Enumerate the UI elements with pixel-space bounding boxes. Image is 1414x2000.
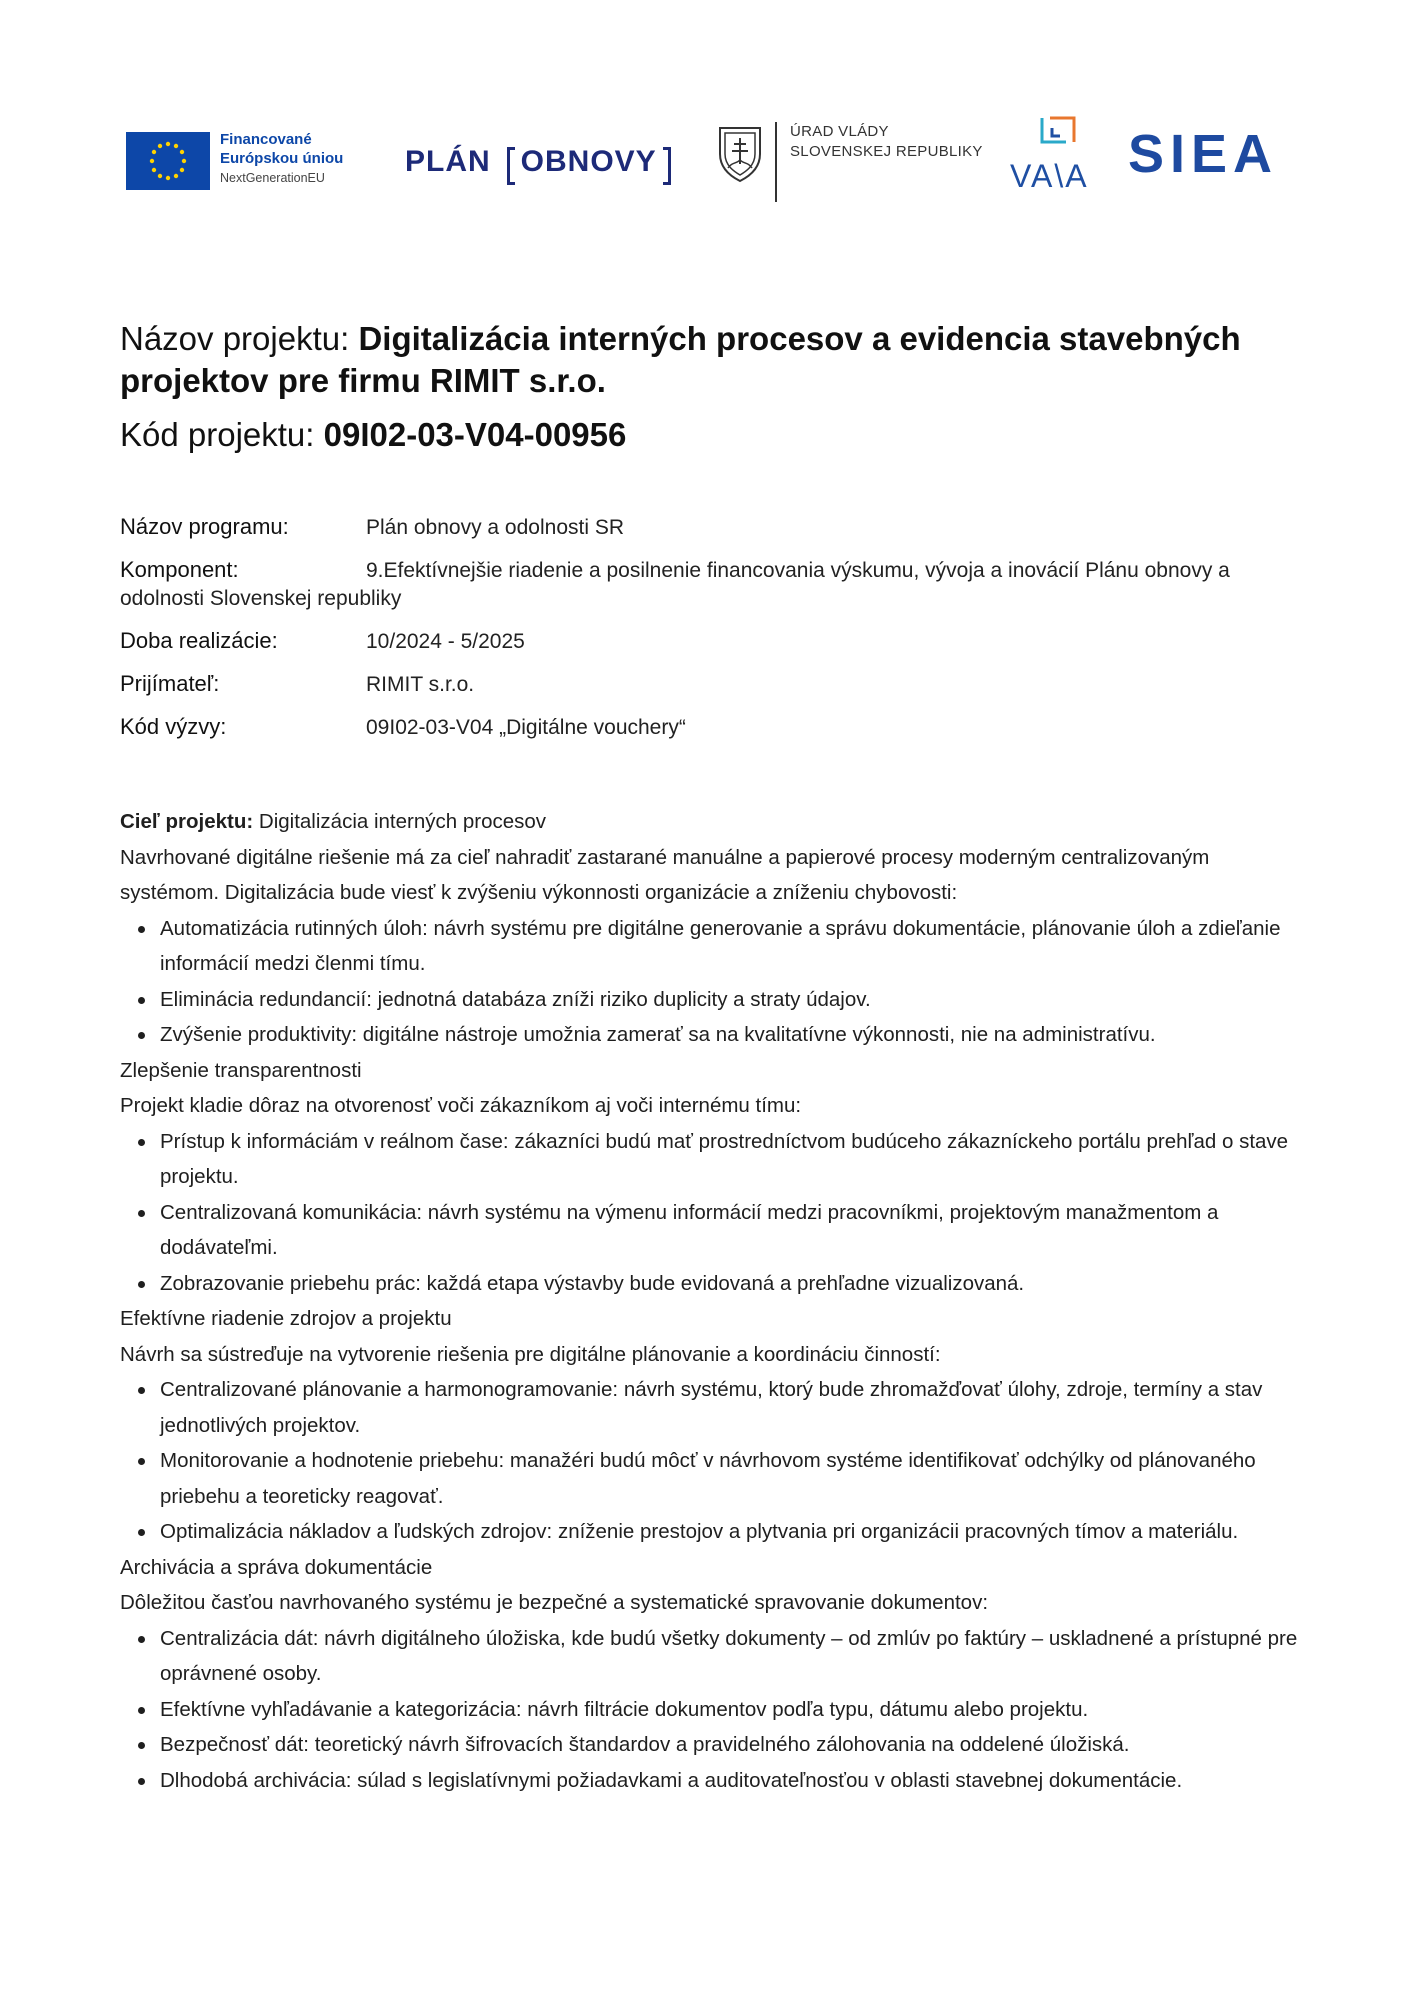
list-item: Centralizované plánovanie a harmonogramovanie: návrh systému, ktorý bude zhromažďovať úlohy, zdroje, termíny a stav jednotlivých projektov. (160, 1372, 1310, 1443)
bracket-left-icon (507, 147, 515, 185)
plan-obnovy-logo (405, 140, 671, 184)
eu-line-2: Európskou úniou (220, 150, 344, 167)
info-key: Komponent: (120, 557, 239, 582)
vaia-word: VA\A (1010, 158, 1089, 194)
info-row-program (120, 513, 1300, 542)
section-4-intro: Dôležitou časťou navrhovaného systému je bezpečné a systematické spravovanie dokumentov: (120, 1591, 989, 1614)
section-1-list (120, 911, 1310, 1053)
info-row-recipient (120, 670, 1300, 699)
list-item: Optimalizácia nákladov a ľudských zdrojov: zníženie prestojov a plytvania pri organizácii pracovných tímov a materiálu. (160, 1514, 1310, 1550)
info-value: Plán obnovy a odolnosti SR (366, 516, 624, 539)
obnovy-text: OBNOVY (520, 145, 657, 178)
info-value: 10/2024 - 5/2025 (366, 630, 525, 653)
section-3-list (120, 1372, 1310, 1550)
section-3-intro: Návrh sa sústreďuje na vytvorenie riešenia pre digitálne plánovanie a koordináciu činností: (120, 1342, 941, 1366)
goal-label: Cieľ projektu: (120, 810, 254, 833)
section-2-intro: Projekt kladie dôraz na otvorenosť voči zákazníkom aj voči internému tímu: (120, 1094, 802, 1117)
slovak-coat-of-arms-icon (716, 124, 764, 184)
siea-logo: SIEA (1128, 124, 1279, 184)
info-key: Názov programu: (120, 514, 289, 539)
project-heading (120, 318, 1300, 456)
section-4-list (120, 1621, 1310, 1799)
gov-line-1: ÚRAD VLÁDY (790, 123, 889, 140)
eu-flag-icon (126, 132, 210, 190)
section-2-title: Zlepšenie transparentnosti (120, 1058, 362, 1082)
section-1-intro: Navrhované digitálne riešenie má za cieľ nahradiť zastarané manuálne a papierové procesy moderným centralizovaným systémom. Digitalizácia bude viesť k zvýšeniu výkonnosti organizácie a zníženiu chybovosti: (120, 845, 1210, 904)
list-item: Efektívne vyhľadávanie a kategorizácia: návrh filtrácie dokumentov podľa typu, dátumu alebo projektu. (160, 1692, 1310, 1728)
list-item: Centralizovaná komunikácia: návrh systému na výmenu informácií medzi pracovníkmi, projektovým manažmentom a dodávateľmi. (160, 1195, 1310, 1266)
section-3-title: Efektívne riadenie zdrojov a projektu (120, 1307, 452, 1330)
list-item: Monitorovanie a hodnotenie priebehu: manažéri budú môcť v návrhovom systéme identifikovať odchýlky od plánovaného priebehu a teoreticky reagovať. (160, 1443, 1310, 1514)
list-item: Bezpečnosť dát: teoretický návrh šifrovacích štandardov a pravidelného zálohovania na oddelené úložiská. (160, 1727, 1310, 1763)
gov-divider (775, 122, 777, 202)
info-value: RIMIT s.r.o. (366, 673, 475, 696)
project-code-value: 09I02-03-V04-00956 (323, 416, 627, 453)
list-item: Zvýšenie produktivity: digitálne nástroje umožnia zamerať sa na kvalitatívne výkonnosti, nie na administratívu. (160, 1017, 1310, 1053)
obnovy-word (507, 145, 671, 179)
list-item: Eliminácia redundancií: jednotná databáza zníži riziko duplicity a straty údajov. (160, 982, 1310, 1018)
project-name (120, 318, 1300, 402)
project-code-label: Kód projektu: (120, 416, 324, 453)
info-row-call-code (120, 713, 1300, 742)
section-4-title: Archivácia a správa dokumentácie (120, 1555, 433, 1579)
section-2-list (120, 1124, 1310, 1302)
list-item: Prístup k informáciám v reálnom čase: zákazníci budú mať prostredníctvom budúceho zákazníckeho portálu prehľad o stave projektu. (160, 1124, 1310, 1195)
goal-value: Digitalizácia interných procesov (253, 810, 547, 833)
project-code (120, 414, 1300, 456)
eu-stars-icon (126, 132, 210, 190)
project-description (120, 804, 1310, 1798)
government-office-label (790, 122, 1000, 162)
list-item: Dlhodobá archivácia: súlad s legislatívnymi požiadavkami a auditovateľnosťou v oblasti stavebnej dokumentácie. (160, 1763, 1310, 1799)
info-key: Kód výzvy: (120, 714, 227, 739)
bracket-right-icon (663, 147, 671, 185)
list-item: Automatizácia rutinných úloh: návrh systému pre digitálne generovanie a správu dokumentácie, plánovanie úloh a zdieľanie informácií medzi členmi tímu. (160, 911, 1310, 982)
info-row-component (120, 556, 1300, 613)
eu-line-3: NextGenerationEU (220, 171, 325, 185)
project-goal (120, 804, 1310, 840)
project-info (120, 513, 1300, 756)
info-value: 9.Efektívnejšie riadenie a posilnenie financovania výskumu, vývoja a inovácií Plánu obnovy a odolnosti Slovenskej republiky (120, 559, 1230, 610)
project-name-value: Digitalizácia interných procesov a evidencia stavebných projektov pre firmu RIMIT s.r.o. (120, 320, 1241, 399)
info-key: Prijímateľ: (120, 671, 220, 696)
info-key: Doba realizácie: (120, 628, 278, 653)
gov-line-2: SLOVENSKEJ REPUBLIKY (790, 143, 983, 160)
logo-bar (0, 0, 1414, 260)
list-item: Centralizácia dát: návrh digitálneho úložiska, kde budú všetky dokumenty – od zmlúv po faktúry – uskladnené a prístupné pre oprávnené osoby. (160, 1621, 1310, 1692)
eu-funding-label (220, 130, 370, 188)
info-value: 09I02-03-V04 „Digitálne vouchery“ (366, 716, 686, 739)
eu-line-1: Financované (220, 131, 312, 148)
vaia-logo (1010, 110, 1102, 194)
vaia-mark-icon (1038, 114, 1078, 154)
project-name-label: Názov projektu: (120, 320, 359, 357)
list-item: Zobrazovanie priebehu prác: každá etapa výstavby bude evidovaná a prehľadne vizualizovaná. (160, 1266, 1310, 1302)
plan-word: PLÁN (405, 145, 491, 178)
info-row-duration (120, 627, 1300, 656)
